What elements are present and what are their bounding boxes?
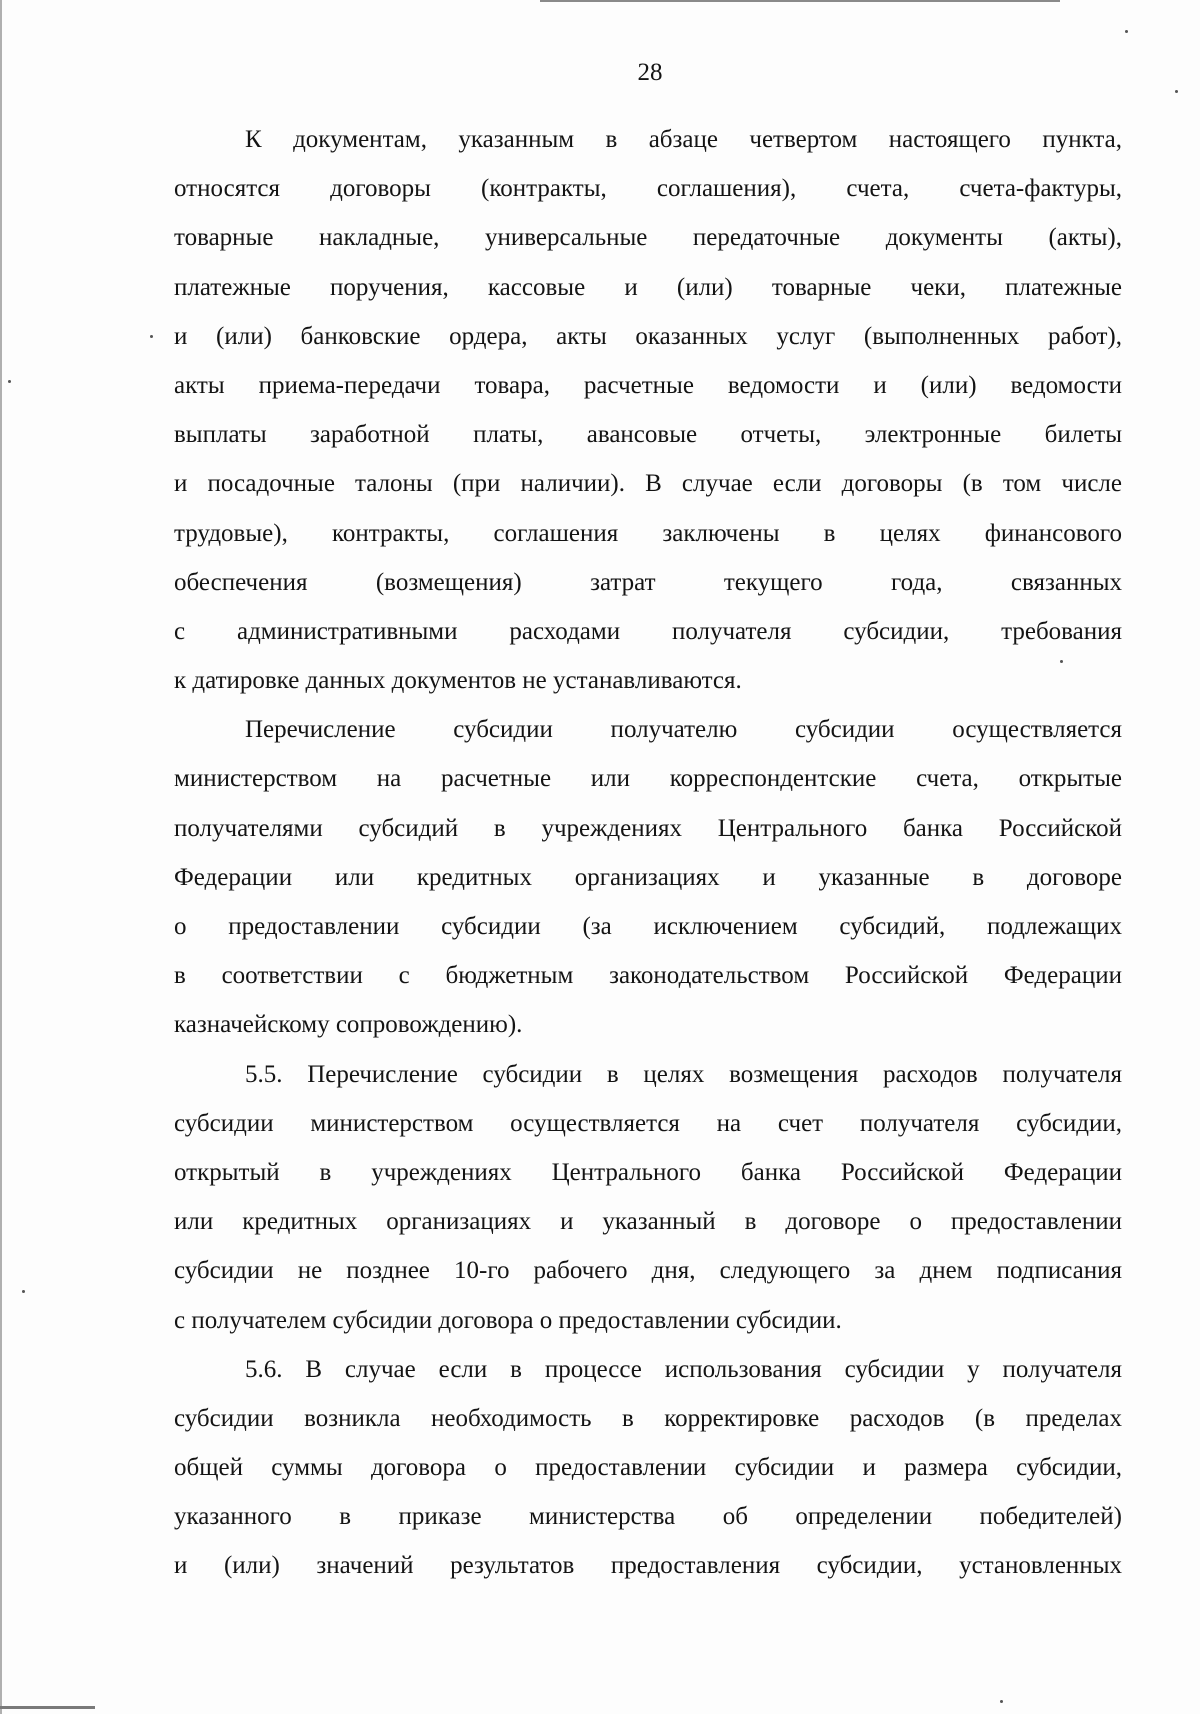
text-line: министерством на расчетные или корреспондентские счета, открытые [174, 765, 1122, 793]
text-line: акты приема-передачи товара, расчетные ведомости и (или) ведомости [174, 371, 1122, 399]
paragraph [174, 1050, 1122, 1345]
scan-edge-bottom [0, 1706, 95, 1709]
text-line: К документам, указанным в абзаце четвертом настоящего пункта, [245, 126, 1122, 153]
scan-speck [22, 1290, 25, 1293]
text-line: указанного в приказе министерства об определении победителей) [174, 1503, 1122, 1531]
scan-speck [150, 335, 153, 338]
text-line: о предоставлении субсидии (за исключением субсидий, подлежащих [174, 913, 1122, 940]
text-line: субсидии возникла необходимость в корректировке расходов (в пределах [174, 1404, 1122, 1432]
page-number: 28 [637, 59, 663, 86]
text-line: относятся договоры (контракты, соглашения), счета, счета-фактуры, [174, 175, 1122, 203]
text-line: 5.5. Перечисление субсидии в целях возмещения расходов получателя [245, 1060, 1122, 1088]
text-line: Федерации или кредитных организациях и указанные в договоре [174, 863, 1122, 891]
text-line: и (или) значений результатов предоставления субсидии, установленных [174, 1552, 1122, 1580]
paragraph [174, 115, 1122, 705]
text-line: или кредитных организациях и указанный в договоре о предоставлении [174, 1208, 1122, 1236]
scan-speck [8, 380, 11, 383]
text-line: субсидии не позднее 10-го рабочего дня, следующего за днем подписания [174, 1257, 1122, 1285]
text-line: общей суммы договора о предоставлении субсидии и размера субсидии, [174, 1454, 1122, 1482]
text-line: и (или) банковские ордера, акты оказанных услуг (выполненных работ), [174, 322, 1122, 350]
scan-speck [1175, 90, 1178, 93]
text-line: открытый в учреждениях Центрального банка Российской Федерации [174, 1158, 1122, 1186]
paragraph [174, 705, 1122, 1049]
text-line: платежные поручения, кассовые и (или) товарные чеки, платежные [174, 273, 1122, 301]
scan-edge-left [0, 0, 2, 1714]
text-line: обеспечения (возмещения) затрат текущего года, связанных [174, 568, 1122, 596]
text-line: с административными расходами получателя субсидии, требования [174, 617, 1122, 645]
text-line: казначейскому сопровождению). [174, 1011, 523, 1039]
text-line: субсидии министерством осуществляется на счет получателя субсидии, [174, 1109, 1122, 1137]
text-line: трудовые), контракты, соглашения заключены в целях финансового [174, 519, 1122, 547]
paragraph [174, 1345, 1122, 1591]
text-line: выплаты заработной платы, авансовые отчеты, электронные билеты [174, 421, 1122, 449]
scan-speck [1000, 1700, 1003, 1703]
text-line: и посадочные талоны (при наличии). В случае если договоры (в том числе [174, 470, 1122, 498]
text-line: Перечисление субсидии получателю субсидии осуществляется [245, 716, 1122, 744]
text-line: в соответствии с бюджетным законодательством Российской Федерации [174, 962, 1122, 990]
text-line: 5.6. В случае если в процессе использования субсидии у получателя [245, 1355, 1122, 1383]
scan-edge-top [540, 0, 1060, 2]
scan-speck [1125, 30, 1128, 33]
document-body [174, 115, 1122, 1591]
text-line: с получателем субсидии договора о предоставлении субсидии. [174, 1306, 842, 1334]
text-line: к датировке данных документов не устанавливаются. [174, 667, 742, 695]
text-line: получателями субсидий в учреждениях Центрального банка Российской [174, 814, 1122, 842]
text-line: товарные накладные, универсальные передаточные документы (акты), [174, 224, 1122, 252]
